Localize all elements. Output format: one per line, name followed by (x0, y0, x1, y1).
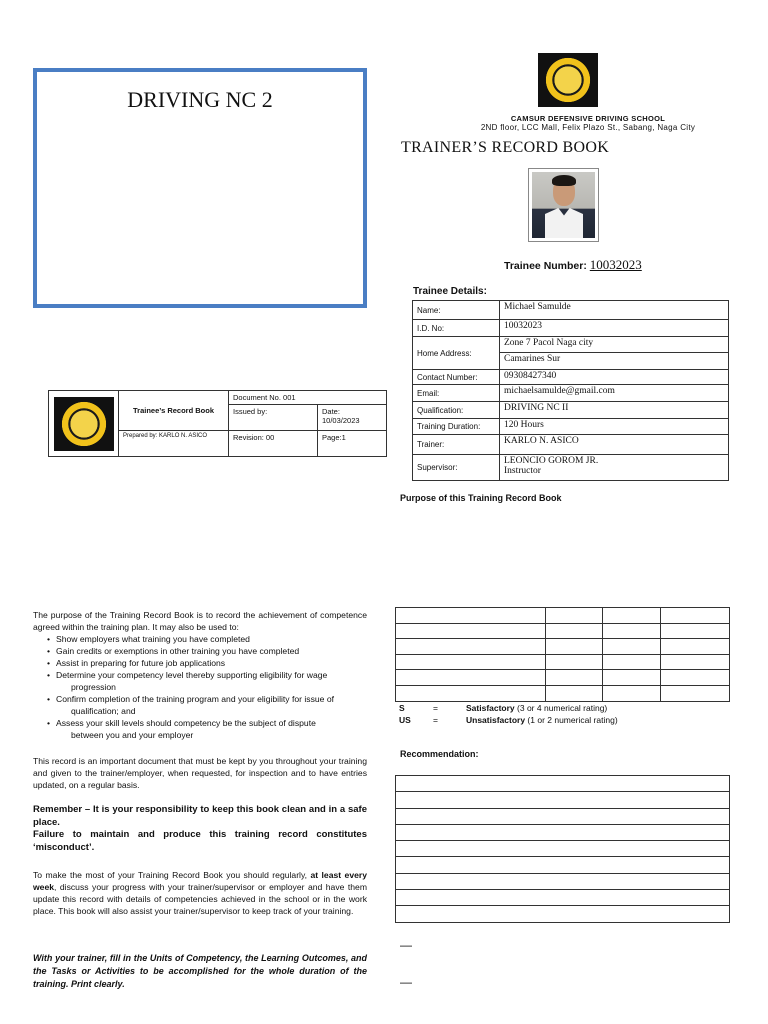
cover-title: DRIVING NC 2 (127, 87, 273, 112)
details-value-id: 10032023 (500, 320, 729, 337)
legend-row-unsatisfactory (399, 715, 729, 727)
doc-date-value: 10/03/2023 (322, 416, 360, 425)
cover-box (33, 68, 367, 308)
record-note: This record is an important document that must be kept by you throughout your training and given to the trainer/employer, when requested, for inspection and to have entries updated, on a regular basis. (33, 756, 367, 790)
details-value-email: michaelsamulde@gmail.com (500, 385, 729, 402)
remember-line-2: Failure to maintain and produce this training record constitutes ‘misconduct’. (33, 829, 367, 853)
recommendation-table (395, 775, 730, 923)
doc-logo (54, 397, 114, 451)
details-value-supervisor (500, 455, 729, 481)
doc-date-label: Date: (322, 407, 340, 416)
remember-note (33, 804, 367, 854)
make-most-note (33, 869, 367, 917)
details-label: Training Duration: (413, 419, 500, 435)
details-label: I.D. No: (413, 320, 500, 337)
list-item: • Determine your competency level thereby supporting eligibility for wage progression (47, 669, 367, 693)
trainee-number (504, 257, 642, 273)
legend-code: US (399, 715, 411, 725)
doc-date (318, 405, 387, 431)
trainee-photo (528, 168, 599, 242)
document-control-table (48, 390, 387, 457)
school-logo-emblem (543, 55, 593, 105)
closing-instruction: With your trainer, fill in the Units of Competency, the Learning Outcomes, and the Tasks or Activities to be accomplished for the whole duration of the training. Print clearly. (33, 953, 367, 989)
remember-line-1: Remember – It is your responsibility to keep this book clean and in a safe place. (33, 804, 367, 828)
list-item: • Assess your skill levels should competency be the subject of dispute between you and your employer (47, 717, 367, 741)
school-address: 2ND floor, LCC Mall, Felix Plazo St., Sabang, Naga City (480, 123, 696, 132)
school-logo (538, 53, 598, 107)
purpose-intro: The purpose of the Training Record Book is to record the achievement of competence agreed within the training plan. It may also be used to: (33, 610, 367, 632)
list-item: • Confirm completion of the training program and your eligibility for issue of qualification; and (47, 693, 367, 717)
doc-number: Document No. 001 (229, 391, 387, 405)
legend-text: Satisfactory (3 or 4 numerical rating) (466, 703, 608, 713)
legend-eq: = (433, 703, 438, 713)
rating-grid (395, 607, 730, 702)
details-label: Home Address: (413, 337, 500, 370)
details-label: Email: (413, 385, 500, 402)
signature-dash: — (400, 938, 412, 952)
trainee-details-table (412, 300, 729, 481)
list-item: • Gain credits or exemptions in other training you have completed (47, 645, 367, 657)
signature-dash: — (400, 975, 412, 989)
details-value-name: Michael Samulde (500, 301, 729, 320)
doc-logo-cell (49, 391, 119, 457)
recommendation-heading: Recommendation: (400, 749, 479, 759)
make-most-pre: To make the most of your Training Record Book you should regularly, (33, 870, 311, 880)
make-most-bold: at least every week (33, 870, 368, 892)
list-item: • Show employers what training you have completed (47, 633, 367, 645)
purpose-heading: Purpose of this Training Record Book (400, 493, 562, 503)
details-value-address: Zone 7 Pacol Naga city (500, 337, 729, 353)
record-book-title: TRAINER’S RECORD BOOK (401, 139, 610, 156)
make-most-post: , discuss your progress with your trainer/supervisor or employer and have them update this record with details of competencies achieved in the school or in the work place. This book will also assist your trainer/supervisor to keep track of your training. (33, 882, 367, 916)
trainee-number-value: 10032023 (589, 257, 642, 272)
legend-row-satisfactory (399, 703, 729, 715)
doc-book-title: Trainee’s Record Book (119, 391, 229, 431)
doc-revision: Revision: 00 (229, 431, 318, 457)
details-value-qualification: DRIVING NC II (500, 402, 729, 419)
details-value-duration: 120 Hours (500, 419, 729, 435)
details-label: Contact Number: (413, 370, 500, 385)
doc-issued-by: Issued by: (229, 405, 318, 431)
doc-page: Page:1 (318, 431, 387, 457)
details-label: Supervisor: (413, 455, 500, 481)
legend-code: S (399, 703, 405, 713)
details-label: Name: (413, 301, 500, 320)
doc-logo-emblem (59, 399, 109, 449)
details-value-contact: 09308427340 (500, 370, 729, 385)
supervisor-title: Instructor (504, 466, 541, 476)
details-label: Qualification: (413, 402, 500, 419)
details-value-trainer: KARLO N. ASICO (500, 435, 729, 455)
legend-text: Unsatisfactory (1 or 2 numerical rating) (466, 715, 618, 725)
purpose-bullets (47, 633, 367, 741)
trainee-details-heading: Trainee Details: (413, 286, 487, 297)
supervisor-name: LEONCIO GOROM JR. (504, 456, 599, 466)
details-value-address-2: Camarines Sur (500, 353, 729, 370)
purpose-section (33, 609, 367, 741)
details-label: Trainer: (413, 435, 500, 455)
school-name: CAMSUR DEFENSIVE DRIVING SCHOOL (510, 114, 666, 123)
trainee-number-label: Trainee Number: (504, 260, 587, 272)
doc-prepared-by: Prepared by: KARLO N. ASICO (119, 431, 229, 457)
legend-eq: = (433, 715, 438, 725)
list-item: • Assist in preparing for future job applications (47, 657, 367, 669)
